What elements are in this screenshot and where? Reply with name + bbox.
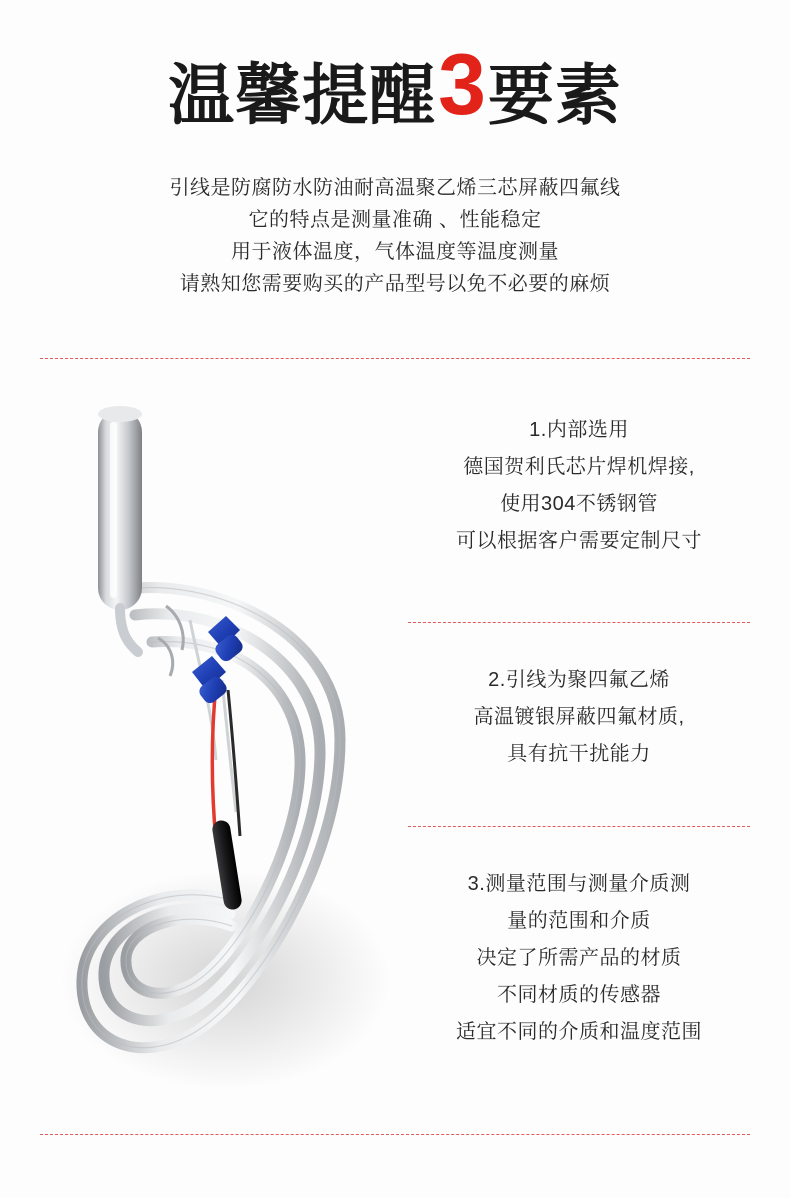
probe-tube [98,406,142,610]
feature-line: 1.内部选用 [529,419,629,441]
feature-line: 不同材质的传感器 [497,984,661,1006]
feature-line: 2.引线为聚四氟乙烯 [488,669,670,691]
intro-line: 它的特点是测量准确 、性能稳定 [248,209,542,231]
intro-line: 用于液体温度，气体温度等温度测量 [231,241,559,263]
feature-block-3 [400,866,758,1051]
feature-line: 使用304不锈钢管 [500,493,658,515]
product-image [40,380,400,1100]
feature-line: 德国贺利氏芯片焊机焊接, [463,456,695,478]
feature-block-1 [400,412,758,560]
feature-line: 量的范围和介质 [507,910,651,932]
divider-bottom [40,1134,750,1135]
product-illustration [40,380,400,1100]
feature-block-2 [400,662,758,773]
feature-line: 3.测量范围与测量介质测 [467,873,691,895]
feature-line: 适宜不同的介质和温度范围 [456,1021,702,1043]
page-title-part2: 要素 [487,58,622,132]
feature-line: 决定了所需产品的材质 [476,947,682,969]
intro-line: 请熟知您需要购买的产品型号以免不必要的麻烦 [179,273,611,295]
page-title-number: 3 [438,37,486,133]
page-title [0,37,790,133]
page-title-part1: 温馨提醒 [168,58,437,132]
divider-block-2-3 [408,826,750,827]
divider-block-1-2 [408,622,750,623]
feature-line: 可以根据客户需要定制尺寸 [456,530,702,552]
feature-line: 高温镀银屏蔽四氟材质, [473,706,685,728]
intro-paragraph [0,172,790,300]
intro-line: 引线是防腐防水防油耐高温聚乙烯三芯屏蔽四氟线 [169,177,621,199]
feature-line: 具有抗干扰能力 [507,743,651,765]
divider-top [40,358,750,359]
